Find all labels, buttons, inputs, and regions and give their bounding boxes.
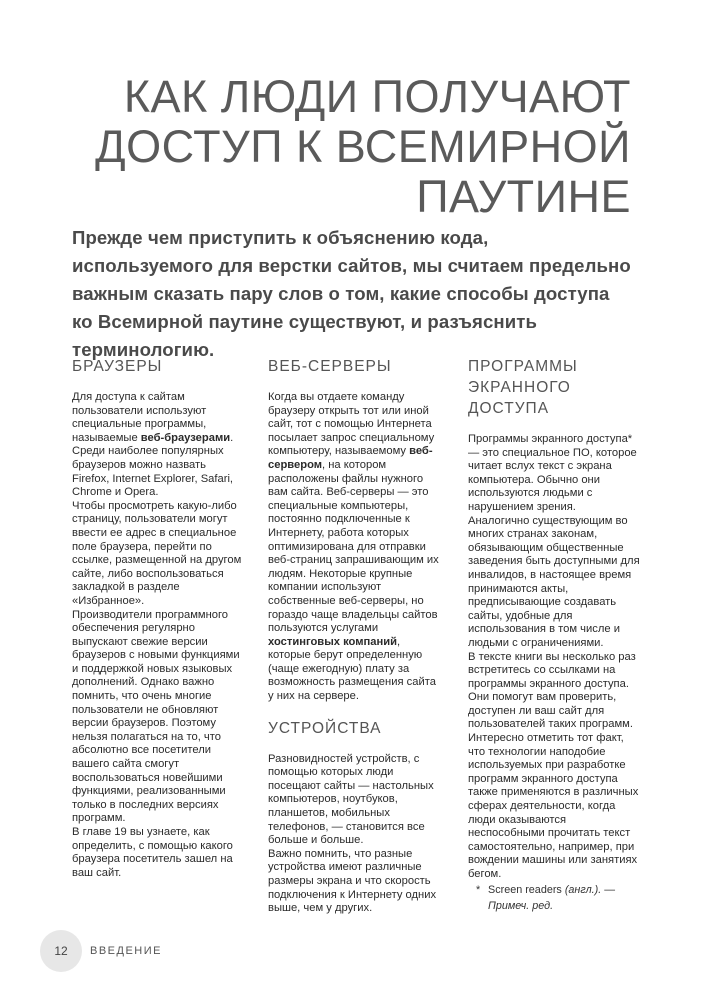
term-web-browsers: веб-браузерами <box>140 431 231 444</box>
term-hosting-companies: хостинговых компаний <box>268 635 397 648</box>
page-number: 12 <box>54 944 68 958</box>
footnote-marker: * <box>476 884 481 896</box>
readers-paragraph-3: В тексте книги вы несколько раз встретитесь со ссылками на программы экранного доступа. Они помогут вам проверить, доступен ли ваш сайт для пользователей таких программ. <box>468 650 636 731</box>
footnote-lang: (англ.). <box>564 884 602 896</box>
readers-paragraph-2: Аналогично существующим во многих странах законам, обязывающим общественные заведения быть доступными для инвалидов, в настоящее время принимаются акты, предписывающие создавать сайты, удобные для использования в том числе и людьми с ограничениями. <box>468 514 640 649</box>
servers-paragraph-1: Когда вы отдаете команду браузеру открыть тот или иной сайт, тот с помощью Интернета посылает запрос специальному компьютеру, называемому веб-сервером, на котором расположены файлы нужного вам сайта. Веб-серверы — это специальные компьютеры, постоянно подключенные к Интернету, работа которых оптимизирована для отправки веб-страниц запрашивающим их людям. Некоторые крупные компании используют собственные веб-серверы, но гораздо чаще владельцы сайтов пользуются услугами хостинговых компаний, которые берут определенную (чаще ежегодную) плату за возможность размещения сайта у них на сервере. <box>268 391 439 703</box>
browsers-paragraph-3: Производители программного обеспечения регулярно выпускают свежие версии браузеров с новыми функциями и поддержкой новых языковых дополнений. Однако важно помнить, что очень многие пользователи не обновляют версии браузеров. Поэтому нельзя полагаться на то, что абсолютно все посетители вашего сайта смогут воспользоваться новейшими функциями, реализованными только в последних версиях программ. <box>72 608 240 825</box>
page-title <box>71 72 631 222</box>
browsers-paragraph-1: Для доступа к сайтам пользователи используют специальные программы, называемые веб-браузерами. Среди наиболее популярных браузеров можно назвать Firefox, Internet Explorer, Safari, Chrome и Opera. <box>72 391 234 499</box>
title-line-2: ДОСТУП К ВСЕМИРНОЙ <box>95 121 631 172</box>
term-web-server: веб-сервером <box>268 445 433 471</box>
footnote-term: Screen readers <box>488 884 562 896</box>
section-name: ВВЕДЕНИЕ <box>90 945 162 957</box>
footnote: * Screen readers (англ.). — Примеч. ред. <box>476 882 646 914</box>
devices-paragraph-1: Разновидностей устройств, с помощью которых люди посещают сайты — настольных компьютеров, ноутбуков, планшетов, мобильных телефонов, — становится все больше и больше. <box>268 752 434 847</box>
heading-browsers: БРАУЗЕРЫ <box>72 358 163 375</box>
readers-paragraph-4: Интересно отметить тот факт, что технологии наподобие используемых при разработке программ экранного доступа также применяются в различных сферах деятельности, когда люди оказываются неспособными прочитать текст самостоятельно, например, при вождении машины или занятиях бегом. <box>468 732 639 880</box>
column-browsers <box>72 356 244 880</box>
title-line-3: ПАУТИНЕ <box>416 171 631 222</box>
title-line-1: КАК ЛЮДИ ПОЛУЧАЮТ <box>123 71 631 122</box>
column-web-servers <box>268 356 440 916</box>
readers-paragraph-1: Программы экранного доступа* — это специальное ПО, которое читает вслух текст с экрана компьютера. Обычно они используются людьми с нарушением зрения. <box>468 433 637 513</box>
heading-web-servers: ВЕБ-СЕРВЕРЫ <box>268 358 392 375</box>
footnote-editor-note: Примеч. ред. <box>488 900 554 912</box>
heading-screen-readers: ПРОГРАММЫ ЭКРАННОГО ДОСТУПА <box>468 358 578 417</box>
browsers-paragraph-4: В главе 19 вы узнаете, как определить, с помощью какого браузера посетитель зашел на ваш сайт. <box>72 826 233 879</box>
lead-paragraph: Прежде чем приступить к объяснению кода, используемого для верстки сайтов, мы считаем предельно важным сказать пару слов о том, какие способы доступа ко Всемирной паутине существуют, и разъяснить терминологию. <box>72 227 631 360</box>
heading-devices: УСТРОЙСТВА <box>268 719 382 737</box>
browsers-paragraph-2: Чтобы просмотреть какую-либо страницу, пользователи могут ввести ее адрес в специальное поле браузера, перейти по ссылке, размещенной на другом сайте, либо воспользоваться закладкой в разделе «Избранное». <box>72 499 242 607</box>
devices-paragraph-2: Важно помнить, что разные устройства имеют различные размеры экрана и что скорость подключения к Интернету одних выше, чем у других. <box>268 847 437 915</box>
column-screen-readers <box>468 356 640 882</box>
